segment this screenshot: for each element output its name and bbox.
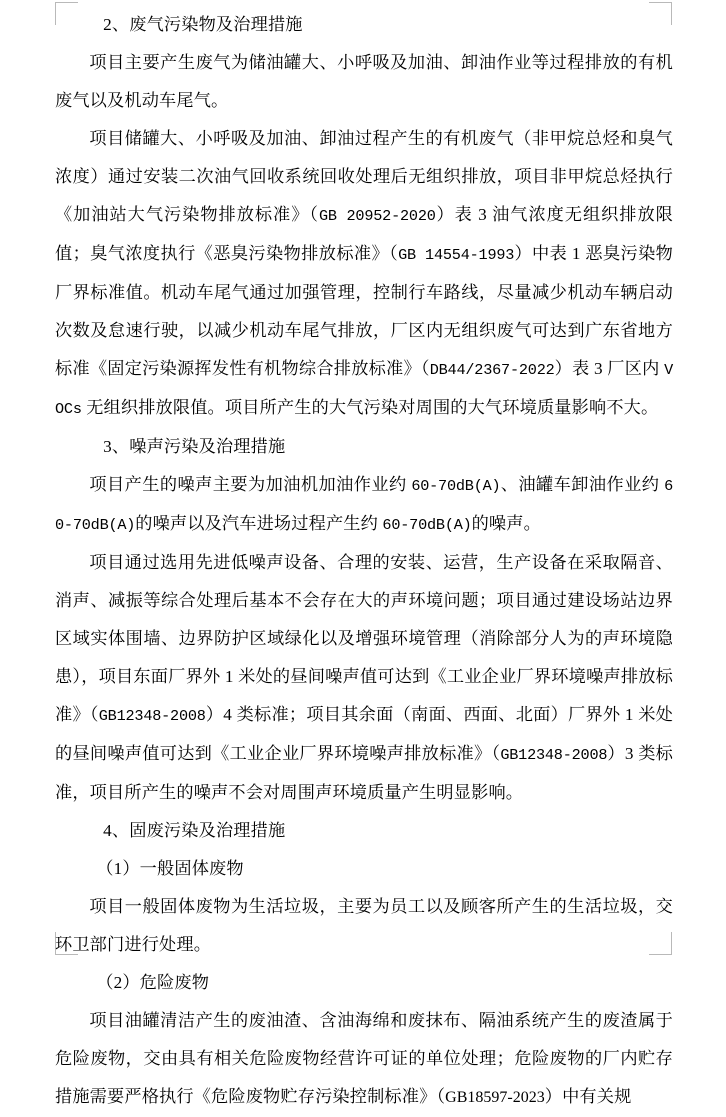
heading-noise: 3、噪声污染及治理措施 <box>103 437 286 456</box>
para-waste-gas-treatment <box>55 120 673 428</box>
text-run: 的噪声以及汽车进场过程产生约 <box>135 514 383 533</box>
text-run: ）中有关规 <box>544 1087 632 1106</box>
code-run: GB12348-2008 <box>98 707 206 725</box>
document-body <box>55 6 673 1117</box>
text-run: ）表 3 厂区内 <box>554 359 665 378</box>
sublist-hazardous-waste: （2）危险废物 <box>96 973 210 992</box>
code-run: GB 20952-2020 <box>318 207 436 225</box>
text-run: 项目储罐大、小呼吸及加油、卸油过程产生的有机废气（非甲烷总烃和臭气浓度）通过安装二次油气回收系统回收处理后无组织排放，项目非甲烷总烃执行《加油站大气污染物排放标准》（ <box>55 129 673 224</box>
text-run: 、油罐车卸油作业约 <box>500 475 665 494</box>
code-run: DB44/2367-2022 <box>429 361 555 379</box>
text-run: 的噪声。 <box>471 514 541 533</box>
text-run: 无组织排放限值。项目所产生的大气污染对周围的大气环境质量影响不大。 <box>81 398 659 417</box>
text-run: 项目通过选用先进低噪声设备、合理的安装、运营，生产设备在采取隔音、消声、减振等综合处理后基本不会存在大的声环境问题；项目通过建设场站边界区域实体围墙、边界防护区域绿化以及增强环境管理（消除部分人为的声环境隐患），项目东面厂界外 1 米处的昼间噪声值可达到《工业企业厂界环境噪声排放标准》（ <box>55 553 673 724</box>
code-run: GB 14554-1993 <box>398 246 515 264</box>
text-run: ）表 3 油气浓度无组织排放限值；臭气浓度执行《恶臭污染物排放标准》（ <box>55 205 673 263</box>
para-hazardous-waste <box>55 1002 673 1117</box>
para-noise-treatment <box>55 544 673 812</box>
code-run: 60-70dB(A) <box>411 477 501 495</box>
sublist-general-solid-waste: （1）一般固体废物 <box>96 859 244 878</box>
text-run: 项目产生的噪声主要为加油机加油作业约 <box>89 475 412 494</box>
code-run: GB12348-2008 <box>500 746 608 764</box>
code-run: 60-70dB(A) <box>382 516 472 534</box>
heading-solid-waste: 4、固废污染及治理措施 <box>103 821 286 840</box>
text-run: 项目油罐清洁产生的废油渣、含油海绵和废抹布、隔油系统产生的废渣属于危险废物，交由具有相关危险废物经营许可证的单位处理；危险废物的厂内贮存措施需要严格执行《危险废物贮存污染控制标准》（ <box>55 1011 673 1106</box>
code-run: VOCs <box>55 361 674 418</box>
text-run: ）中表 1 恶臭污染物厂界标准值。机动车尾气通过加强管理，控制行车路线，尽量减少机动车辆启动次数及怠速行驶，以减少机动车尾气排放，厂区内无组织废气可达到广东省地方标准《固定污染源挥发性有机物综合排放标准》（ <box>55 244 673 378</box>
para-waste-gas-sources: 项目主要产生废气为储油罐大、小呼吸及加油、卸油作业等过程排放的有机废气以及机动车尾气。 <box>55 53 673 110</box>
heading-waste-gas: 2、废气污染物及治理措施 <box>103 15 303 34</box>
text-run: ）4 类标准；项目其余面（南面、西面、北面）厂界外 1 米处的昼间噪声值可达到《工业企业厂界环境噪声排放标准》（ <box>55 705 673 763</box>
text-run: ）3 类标准，项目所产生的噪声不会对周围声环境质量产生明显影响。 <box>55 744 673 802</box>
para-general-solid-waste: 项目一般固体废物为生活垃圾，主要为员工以及顾客所产生的生活垃圾，交环卫部门进行处理。 <box>55 897 673 954</box>
code-run: 60-70dB(A) <box>55 477 673 534</box>
para-noise-sources <box>55 466 673 544</box>
code-run: GB18597-2023 <box>445 1089 545 1106</box>
